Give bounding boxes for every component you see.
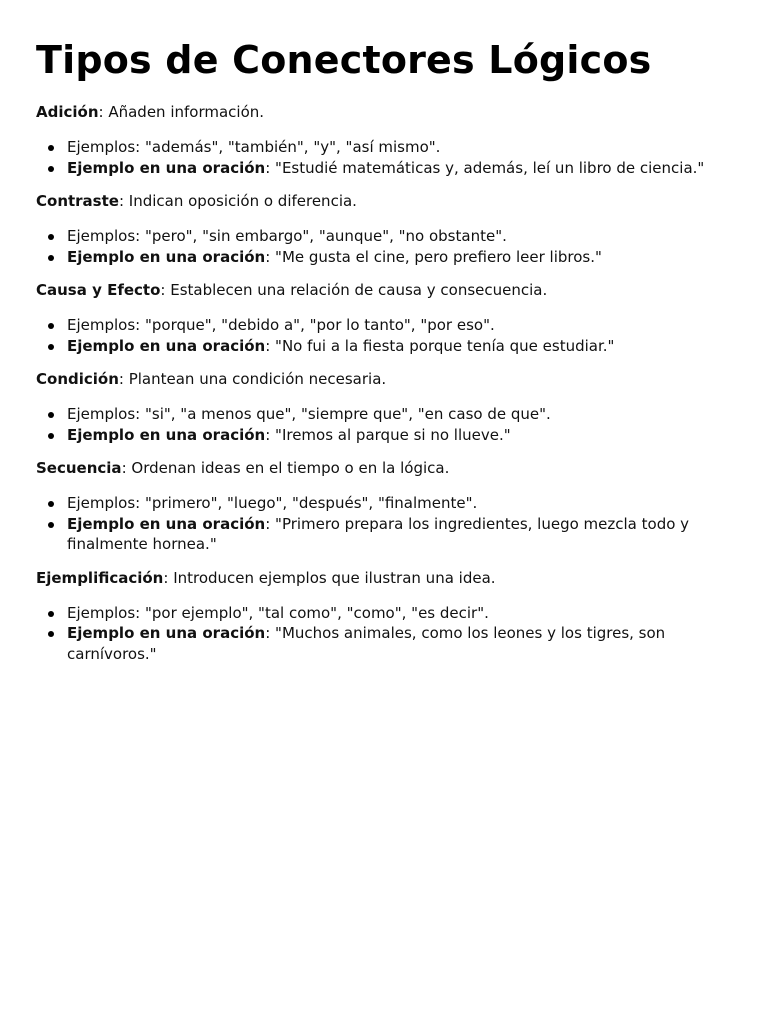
sentence-text: : "Me gusta el cine, pero prefiero leer libros."	[265, 247, 602, 266]
sentence-label: Ejemplo en una oración	[67, 336, 266, 355]
bullet-icon	[48, 145, 54, 151]
bullet-icon	[48, 166, 54, 172]
section-secuencia	[36, 458, 732, 555]
section-adicion	[36, 102, 732, 178]
section-definition	[36, 458, 732, 479]
section-definition	[36, 280, 732, 301]
list-item-examples	[67, 226, 732, 247]
bullet-icon	[48, 234, 54, 240]
list-item-sentence	[67, 247, 732, 268]
example-list	[36, 493, 732, 555]
bullet-icon	[48, 611, 54, 617]
sentence-label: Ejemplo en una oración	[67, 514, 266, 533]
section-definition	[36, 191, 732, 212]
sentence-label: Ejemplo en una oración	[67, 158, 266, 177]
section-description: : Ordenan ideas en el tiempo o en la lógica.	[121, 459, 450, 477]
sentence-text: : "Iremos al parque si no llueve."	[265, 425, 511, 444]
section-description: : Plantean una condición necesaria.	[118, 370, 387, 388]
example-list	[36, 603, 732, 665]
sentence-text: : "No fui a la fiesta porque tenía que estudiar."	[265, 336, 615, 355]
sentence-label: Ejemplo en una oración	[67, 247, 266, 266]
list-item-examples	[67, 137, 732, 158]
examples-text: Ejemplos: "pero", "sin embargo", "aunque", "no obstante".	[67, 227, 507, 245]
page-title: Tipos de Conectores Lógicos	[36, 38, 652, 82]
list-item-sentence	[67, 623, 732, 664]
sentence-text: : "Estudié matemáticas y, además, leí un libro de ciencia."	[265, 158, 705, 177]
bullet-icon	[48, 501, 54, 507]
section-definition	[36, 568, 732, 589]
bullet-icon	[48, 412, 54, 418]
list-item-examples	[67, 603, 732, 624]
sentence-label: Ejemplo en una oración	[67, 624, 266, 642]
section-definition	[36, 369, 732, 390]
list-item-sentence	[67, 336, 732, 357]
bullet-icon	[48, 344, 54, 350]
examples-text: Ejemplos: "por ejemplo", "tal como", "como", "es decir".	[67, 603, 489, 622]
section-contraste	[36, 191, 732, 267]
section-description: : Añaden información.	[98, 103, 265, 121]
section-definition	[36, 102, 732, 123]
section-term: Causa y Efecto	[36, 281, 161, 299]
sentence-label: Ejemplo en una oración	[67, 425, 266, 444]
section-condicion	[36, 369, 732, 445]
examples-text: Ejemplos: "si", "a menos que", "siempre que", "en caso de que".	[67, 405, 551, 423]
list-item-examples	[67, 493, 732, 514]
example-list	[36, 137, 732, 178]
section-ejemplificacion	[36, 568, 732, 665]
bullet-icon	[48, 255, 54, 261]
bullet-icon	[48, 631, 54, 637]
list-item-examples	[67, 404, 732, 425]
section-term: Ejemplificación	[36, 568, 164, 587]
examples-text: Ejemplos: "porque", "debido a", "por lo tanto", "por eso".	[67, 316, 495, 334]
example-list	[36, 226, 732, 267]
sentence-text: : "Muchos animales, como los leones y los tigres, son carnívoros."	[67, 624, 666, 663]
list-item-examples	[67, 315, 732, 336]
section-term: Adición	[36, 103, 99, 121]
examples-text: Ejemplos: "además", "también", "y", "así mismo".	[67, 138, 441, 156]
list-item-sentence	[67, 158, 732, 179]
example-list	[36, 315, 732, 356]
section-term: Condición	[36, 370, 119, 388]
section-causa-efecto	[36, 280, 732, 356]
section-description: : Indican oposición o diferencia.	[118, 192, 357, 210]
section-term: Contraste	[36, 192, 119, 210]
list-item-sentence	[67, 425, 732, 446]
bullet-icon	[48, 522, 54, 528]
bullet-icon	[48, 323, 54, 329]
section-term: Secuencia	[36, 459, 122, 477]
sentence-text: : "Primero prepara los ingredientes, luego mezcla todo y finalmente hornea."	[67, 514, 690, 553]
example-list	[36, 404, 732, 445]
section-description: : Establecen una relación de causa y consecuencia.	[160, 281, 548, 299]
examples-text: Ejemplos: "primero", "luego", "después", "finalmente".	[67, 494, 478, 512]
bullet-icon	[48, 433, 54, 439]
list-item-sentence	[67, 514, 732, 555]
section-description: : Introducen ejemplos que ilustran una idea.	[163, 568, 496, 587]
